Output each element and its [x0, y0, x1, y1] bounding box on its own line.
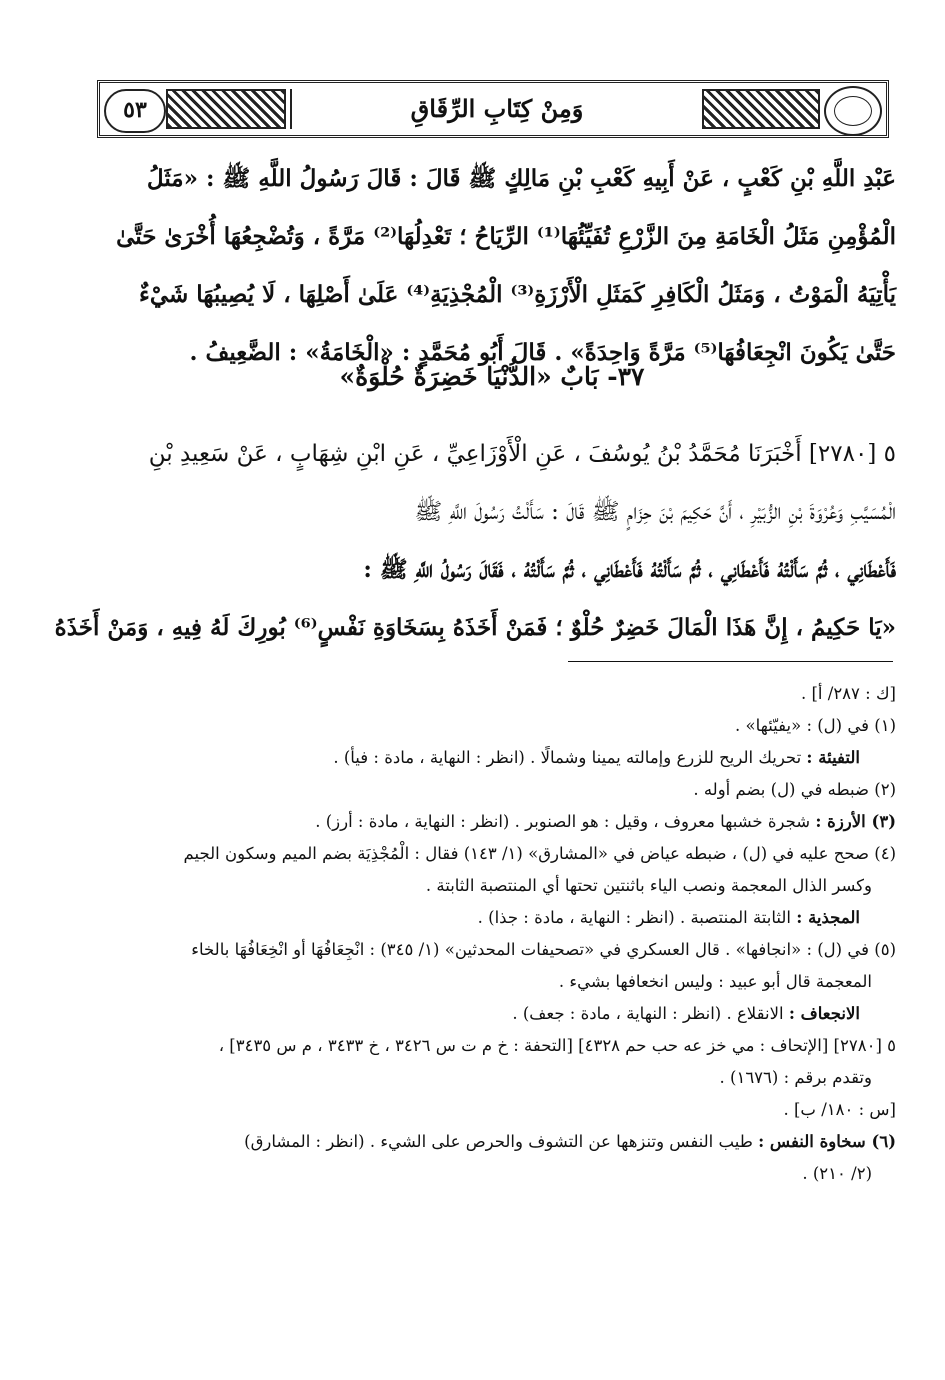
chapter-running-title: وَمِنْ كِتَابِ الرِّقَاقِ	[290, 89, 704, 129]
footnote-text: تحريك الريح للزرع وإمالته يمينا وشمالًا . (انظر : النهاية ، مادة : فيأ) .	[333, 748, 802, 767]
footnote-text: (٥) في (ل) : «انجافها» . قال العسكري في «تصحيفات المحدثين» (١/ ٣٤٥) : انْجِعَافُهَا أو انْخِعَافُهَا بالخاء	[191, 940, 896, 959]
footnote	[88, 998, 896, 1030]
footnote	[88, 1126, 896, 1158]
chapter-heading: ٣٧- بَابٌ «الدُّنْيَا خَضِرَةٌ حُلْوَةٌ»	[339, 362, 645, 391]
footnote	[88, 710, 896, 742]
ornament-right	[700, 89, 820, 129]
footnote-text: شجرة خشبها معروف ، وقيل : هو الصنوبر . (انظر : النهاية ، مادة : أرز) .	[315, 812, 811, 831]
footnote	[88, 1094, 896, 1126]
page-header	[97, 80, 889, 138]
publisher-seal	[824, 86, 882, 136]
hadith-text	[54, 425, 896, 657]
footnote	[88, 678, 896, 710]
footnote-text: (٤) صحح عليه في (ل) ، ضبطه عياض في «المشارق» (١/ ١٤٣) فقال : الْمُجْذِيَة بضم الميم وسكون الجيم	[183, 844, 896, 863]
footnote-text: (٢) ضبطه في (ل) بضم أوله .	[693, 780, 896, 799]
text-line: فَأَعْطَانِي ، ثُمَّ سَأَلْتُهُ فَأَعْطَانِي ، ثُمَّ سَأَلْتُهُ فَأَعْطَانِي ، ثُمَّ سَأَلْتُهُ ، فَقَالَ رَسُولُ اللَّهِ ﷺ :	[363, 556, 896, 583]
footnote	[88, 870, 896, 902]
footnote	[88, 934, 896, 966]
footnote-text: [س : ١٨٠/ ب] .	[783, 1100, 896, 1119]
footnote-text: المعجمة قال أبو عبيد : وليس انخعافها بشيء .	[558, 972, 872, 991]
footnote	[88, 742, 896, 774]
footnote	[88, 1062, 896, 1094]
footnote-text: (١) في (ل) : «يفيّئها» .	[734, 716, 896, 735]
text-line: ٥ [٢٧٨٠] أَخْبَرَنَا مُحَمَّدُ بْنُ يُوسُفَ ، عَنِ الْأَوْزَاعِيِّ ، عَنِ ابْنِ شِهَابٍ ، عَنْ سَعِيدِ بْنِ	[148, 441, 896, 467]
text-line: الْمُسَيَّبِ وَعُرْوَةَ بْنِ الزُّبَيْرِ ، أَنَّ حَكِيمَ بْنَ حِزَامٍ ﷺ قَالَ : سَأَلْتُ رَسُولَ اللَّهِ ﷺ	[414, 499, 896, 525]
footnote	[88, 838, 896, 870]
footnote	[88, 966, 896, 998]
footnote-label: (٣) الأرزة :	[815, 812, 896, 831]
footnote-label: التفيئة :	[806, 748, 860, 767]
footnote	[88, 1158, 896, 1190]
footnote-text: الانقلاع . (انظر : النهاية ، مادة : جعف) .	[512, 1004, 784, 1023]
footnote	[88, 902, 896, 934]
text-line: يَأْتِيَهُ الْمَوْتُ ، وَمَثَلُ الْكَافِرِ كَمَثَلِ الْأَرْزَةِ⁽³⁾ الْمُجْذِيَةِ⁽⁴⁾ عَلَىٰ أَصْلِهَا ، لَا يُصِيبُهَا شَيْءٌ	[139, 281, 896, 308]
text-line: عَبْدِ اللَّهِ بْنِ كَعْبٍ ، عَنْ أَبِيهِ كَعْبِ بْنِ مَالِكٍ ﷺ قَالَ : قَالَ رَسُولُ اللَّهِ ﷺ : «مَثَلُ	[146, 165, 896, 192]
main-text	[88, 150, 896, 382]
footnote-text: وكسر الذال المعجمة ونصب الياء باثنتين تحتها أي المنتصبة الثابتة .	[425, 876, 872, 895]
page-number: ٥٣	[104, 89, 166, 133]
footnote	[88, 774, 896, 806]
ornament-left	[166, 89, 286, 129]
footnote	[88, 1030, 896, 1062]
footnote-text: ٥ [٢٧٨٠] [الإتحاف : مي خز عه حب حم ٤٣٢٨] [التحفة : خ م ت س ٣٤٢٦ ، خ ٣٤٣٣ ، م س ٣٤٣٥] ،	[218, 1036, 896, 1055]
footnotes	[88, 678, 896, 1190]
footnote-label: الانجعاف :	[788, 1004, 860, 1023]
footnote-text: طيب النفس وتنزهها عن التشوف والحرص على الشيء . (انظر : المشارق)	[244, 1132, 753, 1151]
footnote-text: (٢/ ٢١٠) .	[802, 1164, 872, 1183]
footnote	[88, 806, 896, 838]
footnote-label: المجذية :	[796, 908, 860, 927]
footnote-divider	[568, 661, 893, 662]
footnote-text: [ك : ٢٨٧/ أ] .	[800, 684, 896, 703]
footnote-text: الثابتة المنتصبة . (انظر : النهاية ، مادة : جذا) .	[477, 908, 791, 927]
text-line: حَتَّىٰ يَكُونَ انْجِعَافُهَا⁽⁵⁾ مَرَّةً وَاحِدَةً» . قَالَ أَبُو مُحَمَّدٍ : «الْخَامَةُ» : الضَّعِيفُ .	[189, 339, 896, 366]
text-line: الْمُؤْمِنِ مَثَلُ الْخَامَةِ مِنَ الزَّرْعِ تُفَيِّئُهَا⁽¹⁾ الرِّيَاحُ ؛ تَعْدِلُهَا⁽²⁾ مَرَّةً ، وَتُضْجِعُهَا أُخْرَىٰ حَتَّىٰ	[116, 223, 896, 250]
footnote-label: (٦) سخاوة النفس :	[758, 1132, 896, 1151]
footnote-text: وتقدم برقم : (١٦٧٦) .	[719, 1068, 872, 1087]
text-line: «يَا حَكِيمُ ، إِنَّ هَذَا الْمَالَ خَضِرٌ حُلْوٌ ؛ فَمَنْ أَخَذَهُ بِسَخَاوَةِ نَفْسٍ⁽⁶⁾ بُورِكَ لَهُ فِيهِ ، وَمَنْ أَخَذَهُ	[54, 614, 896, 641]
